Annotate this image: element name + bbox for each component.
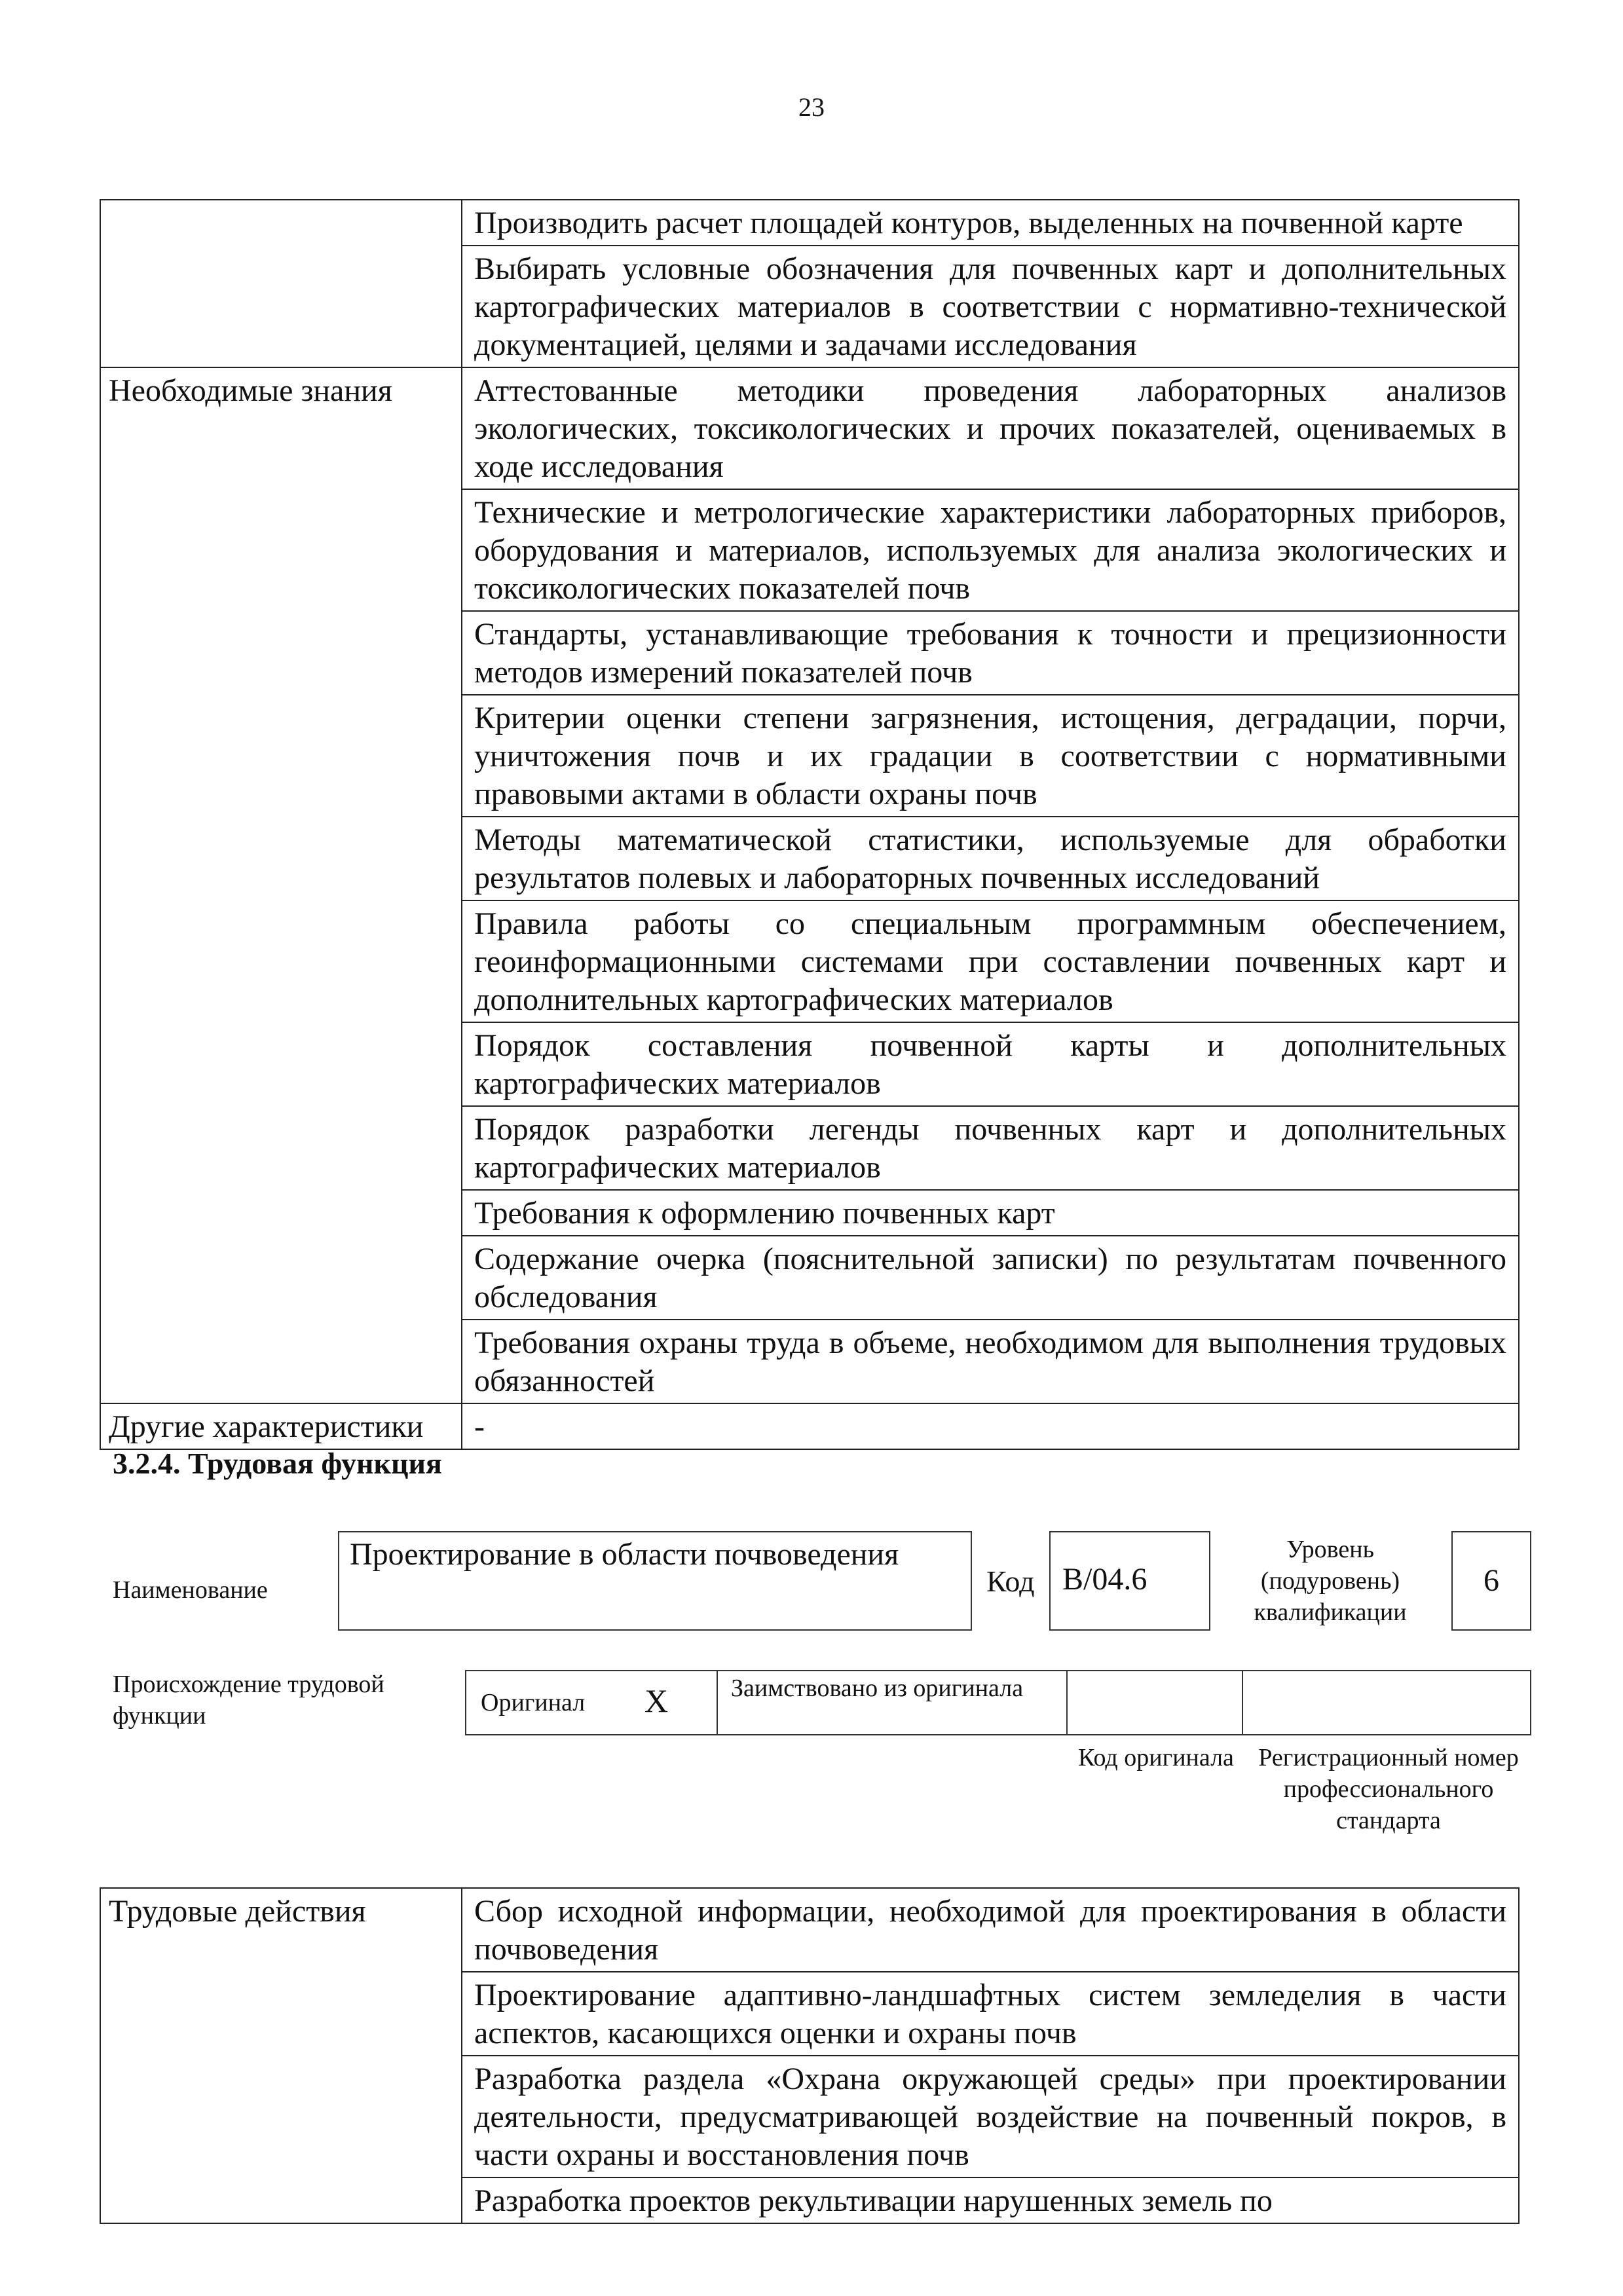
level-box	[1451, 1531, 1531, 1631]
row-label: Другие характеристики	[100, 1403, 462, 1449]
section-heading: 3.2.4. Трудовая функция	[113, 1447, 442, 1480]
row-item: Выбирать условные обозначения для почвенных карт и дополнительных картографических материалов в соответствии с нормативно-технической документацией, целями и задачами исследования	[462, 246, 1519, 367]
origin-label: Происхождение трудовой функции	[113, 1671, 384, 1730]
skills-row	[100, 200, 1519, 246]
original-code-caption: Код оригинала	[1078, 1744, 1234, 1771]
row-item: Разработка проектов рекультивации нарушенных земель по	[462, 2177, 1519, 2223]
original-code-cell	[1068, 1670, 1243, 1735]
row-item: Требования охраны труда в объеме, необходимом для выполнения трудовых обязанностей	[462, 1320, 1519, 1403]
original-label: Оригинал	[481, 1689, 586, 1716]
skills-row	[100, 367, 1519, 489]
name-label: Наименование	[113, 1576, 268, 1604]
function-name-box	[338, 1531, 972, 1631]
code-label: Код	[986, 1565, 1035, 1598]
row-item: Сбор исходной информации, необходимой для проектирования в области почвоведения	[462, 1888, 1519, 1972]
row-item: Требования к оформлению почвенных карт	[462, 1190, 1519, 1236]
row-item: Порядок составления почвенной карты и дополнительных картографических материалов	[462, 1022, 1519, 1106]
borrowed-label: Заимствовано из оригинала	[731, 1675, 1024, 1702]
row-item: Технические и метрологические характеристики лабораторных приборов, оборудования и материалов, используемых для анализа экологических и токсикологических показателей почв	[462, 489, 1519, 611]
labor-actions-table	[100, 1887, 1520, 2224]
row-item: Проектирование адаптивно-ландшафтных систем земледелия в части аспектов, касающихся оценки и охраны почв	[462, 1972, 1519, 2056]
level-label: Уровень (подуровень) квалификации	[1254, 1536, 1407, 1626]
code-value: B/04.6	[1062, 1562, 1147, 1597]
row-item: Правила работы со специальным программным обеспечением, геоинформационными системами при составлении почвенных карт и дополнительных картографических материалов	[462, 900, 1519, 1022]
level-value: 6	[1483, 1563, 1499, 1598]
row-item: Разработка раздела «Охрана окружающей среды» при проектировании деятельности, предусматривающей воздействие на почвенный покров, в части охраны и восстановления почв	[462, 2056, 1519, 2177]
row-label: Необходимые знания	[100, 367, 462, 1403]
row-item: Критерии оценки степени загрязнения, истощения, деградации, порчи, уничтожения почв и их градации в соответствии с нормативными правовыми актами в области охраны почв	[462, 695, 1519, 817]
row-item: Порядок разработки легенды почвенных карт и дополнительных картографических материалов	[462, 1106, 1519, 1190]
row-item: -	[462, 1403, 1519, 1449]
code-box	[1049, 1531, 1210, 1631]
row-item: Стандарты, устанавливающие требования к точности и прецизионности методов измерений показателей почв	[462, 611, 1519, 695]
actions-row	[100, 1888, 1519, 1972]
row-label: Трудовые действия	[100, 1888, 462, 2223]
row-item: Производить расчет площадей контуров, выделенных на почвенной карте	[462, 200, 1519, 246]
reg-number-caption: Регистрационный номер профессионального стандарта	[1258, 1744, 1519, 1834]
function-name-value: Проектирование в области почвоведения	[350, 1537, 899, 1572]
original-mark: X	[644, 1682, 669, 1719]
skills-row	[100, 1403, 1519, 1449]
row-label	[100, 200, 462, 367]
row-item: Методы математической статистики, используемые для обработки результатов полевых и лабораторных почвенных исследований	[462, 817, 1519, 900]
row-item: Аттестованные методики проведения лабораторных анализов экологических, токсикологических и прочих показателей, оцениваемых в ходе исследования	[462, 367, 1519, 489]
row-item: Содержание очерка (пояснительной записки) по результатам почвенного обследования	[462, 1236, 1519, 1320]
skills-knowledge-table	[100, 199, 1520, 1450]
page-number: 23	[798, 92, 825, 122]
